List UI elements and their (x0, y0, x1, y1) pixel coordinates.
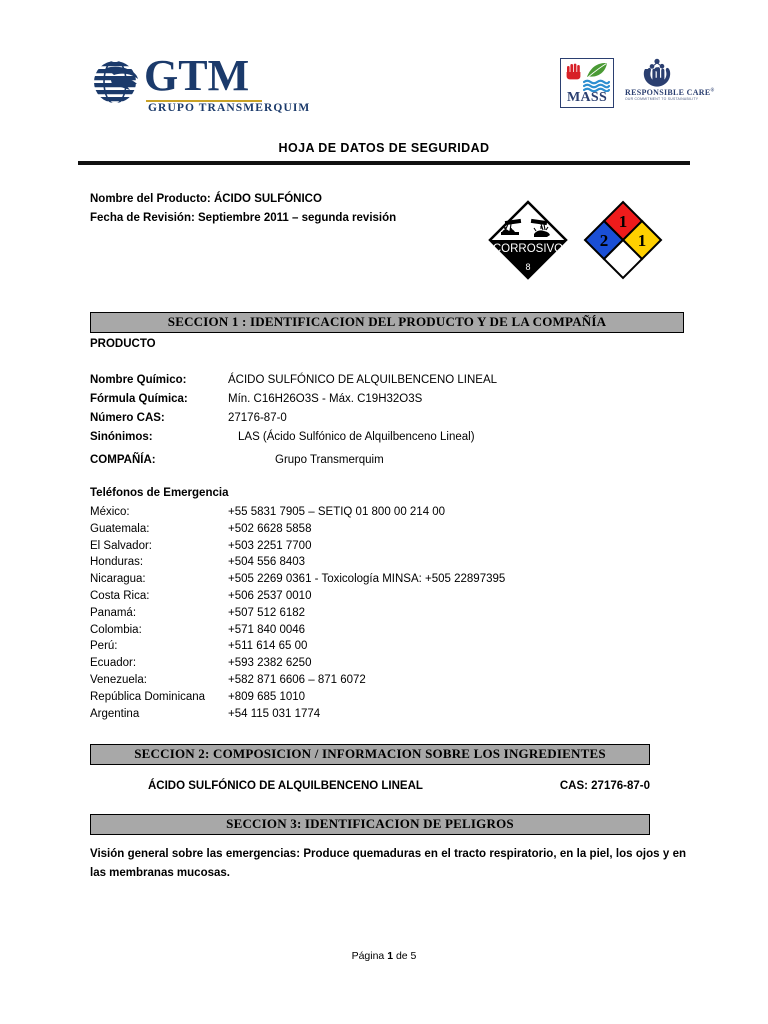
mass-logo (560, 58, 614, 108)
phone-number: +54 115 031 1774 (228, 707, 321, 720)
list-item (90, 504, 505, 521)
footer-prefix: Página (351, 950, 388, 962)
country-label: México: (90, 506, 130, 518)
hazard-overview-text: Visión general sobre las emergencias: Produce quemaduras en el tracto respiratorio, en la piel, los ojos y en las membranas mucosas. (90, 848, 686, 879)
field-key: Número CAS: (90, 412, 165, 424)
field-value: Mín. C16H26O3S - Máx. C19H32O3S (228, 393, 423, 405)
country-label: República Dominicana (90, 690, 206, 703)
emergency-phones-list (90, 504, 505, 722)
company-row (90, 454, 384, 466)
table-row (90, 390, 497, 409)
nfpa-flammability-value: 1 (618, 212, 628, 231)
country-label: El Salvador: (90, 539, 153, 552)
responsible-care-logo (625, 58, 715, 110)
hand-icon (566, 63, 582, 81)
table-row (90, 371, 497, 390)
country-label: Venezuela: (90, 673, 147, 686)
header-divider (78, 161, 690, 165)
phone-number: +505 2269 0361 - Toxicología MINSA: +505 22897395 (228, 573, 506, 586)
nfpa-diamond-icon (580, 198, 666, 284)
product-meta (90, 190, 396, 228)
phone-number: +503 2251 7700 (228, 539, 312, 552)
country-label: Guatemala: (90, 522, 150, 535)
company-value: Grupo Transmerquim (275, 454, 384, 466)
list-item (90, 622, 505, 639)
field-value: ÁCIDO SULFÓNICO DE ALQUILBENCENO LINEAL (228, 374, 498, 386)
phone-number: +511 614 65 00 (228, 640, 308, 653)
gtm-logo (92, 51, 311, 118)
ingredient-row (148, 780, 650, 792)
phone-number: +593 2382 6250 (228, 657, 312, 670)
emergency-phones-title: Teléfonos de Emergencia (90, 487, 229, 499)
responsible-care-wordmark: RESPONSIBLE CARE® (625, 88, 715, 97)
field-key: Sinónimos: (90, 431, 153, 443)
table-row (90, 409, 497, 428)
field-value: 27176-87-0 (228, 412, 287, 424)
phone-number: +502 6628 5858 (228, 522, 312, 535)
company-label: COMPAÑÍA: (90, 454, 156, 466)
ingredient-cas: CAS: 27176-87-0 (559, 780, 650, 792)
corrosive-placard-icon (488, 200, 568, 280)
country-label: Colombia: (90, 623, 142, 636)
section-3-header: SECCION 3: IDENTIFICACION DE PELIGROS (90, 814, 650, 835)
nfpa-health-value: 2 (599, 231, 609, 250)
list-item (90, 554, 505, 571)
gtm-wordmark: GTM (144, 51, 250, 100)
list-item (90, 689, 505, 706)
product-name-line: Nombre del Producto: ÁCIDO SULFÓNICO (90, 193, 322, 205)
corrosive-class-number: 8 (525, 262, 531, 272)
phone-number: +571 840 0046 (228, 623, 306, 636)
phone-number: +507 512 6182 (228, 606, 306, 619)
list-item (90, 655, 505, 672)
list-item (90, 538, 505, 555)
hazard-pictograms (488, 198, 668, 286)
list-item (90, 521, 505, 538)
gtm-globe-icon (92, 58, 140, 106)
document-header (0, 50, 768, 130)
phone-number: +506 2537 0010 (228, 589, 312, 602)
nfpa-reactivity-value: 1 (637, 231, 647, 250)
footer-suffix: de 5 (393, 950, 417, 962)
page-footer (0, 950, 768, 962)
producto-label: PRODUCTO (90, 338, 156, 350)
page-title: HOJA DE DATOS DE SEGURIDAD (278, 141, 490, 155)
phone-number: +504 556 8403 (228, 556, 306, 569)
mass-wordmark: MASS (566, 90, 608, 105)
revision-date-line: Fecha de Revisión: Septiembre 2011 – segunda revisión (90, 212, 397, 224)
list-item (90, 588, 505, 605)
country-label: Ecuador: (90, 657, 137, 670)
leaf-icon (585, 62, 609, 79)
list-item (90, 571, 505, 588)
footer-page-number: 1 (387, 950, 394, 962)
section-2-header: SECCION 2: COMPOSICION / INFORMACION SOBRE LOS INGREDIENTES (90, 744, 650, 765)
phone-number: +55 5831 7905 – SETIQ 01 800 00 214 00 (228, 506, 446, 518)
gtm-subtitle: GRUPO TRANSMERQUIM (148, 102, 311, 114)
field-value: LAS (Ácido Sulfónico de Alquilbenceno Lineal) (238, 431, 475, 443)
hands-molecule-icon (641, 58, 673, 88)
phone-number: +582 871 6606 – 871 6072 (228, 673, 366, 686)
list-item (90, 672, 505, 689)
ingredient-name: ÁCIDO SULFÓNICO DE ALQUILBENCENO LINEAL (148, 780, 423, 792)
responsible-care-tagline: OUR COMMITMENT TO SUSTAINABILITY (625, 97, 699, 101)
country-label: Nicaragua: (90, 573, 146, 586)
phone-number: +809 685 1010 (228, 690, 306, 703)
country-label: Panamá: (90, 606, 137, 619)
list-item (90, 638, 505, 655)
country-label: Argentina (90, 707, 140, 720)
list-item (90, 605, 505, 622)
section-1-header: SECCION 1 : IDENTIFICACION DEL PRODUCTO Y DE LA COMPAÑÍA (90, 312, 684, 333)
corrosive-label: CORROSIVO (492, 243, 564, 255)
country-label: Costa Rica: (90, 589, 150, 602)
country-label: Honduras: (90, 556, 144, 569)
list-item (90, 706, 505, 723)
table-row (90, 428, 497, 447)
field-key: Nombre Químico: (90, 374, 187, 386)
chemical-identity-table (90, 371, 497, 447)
field-key: Fórmula Química: (90, 393, 188, 405)
country-label: Perú: (90, 640, 118, 653)
